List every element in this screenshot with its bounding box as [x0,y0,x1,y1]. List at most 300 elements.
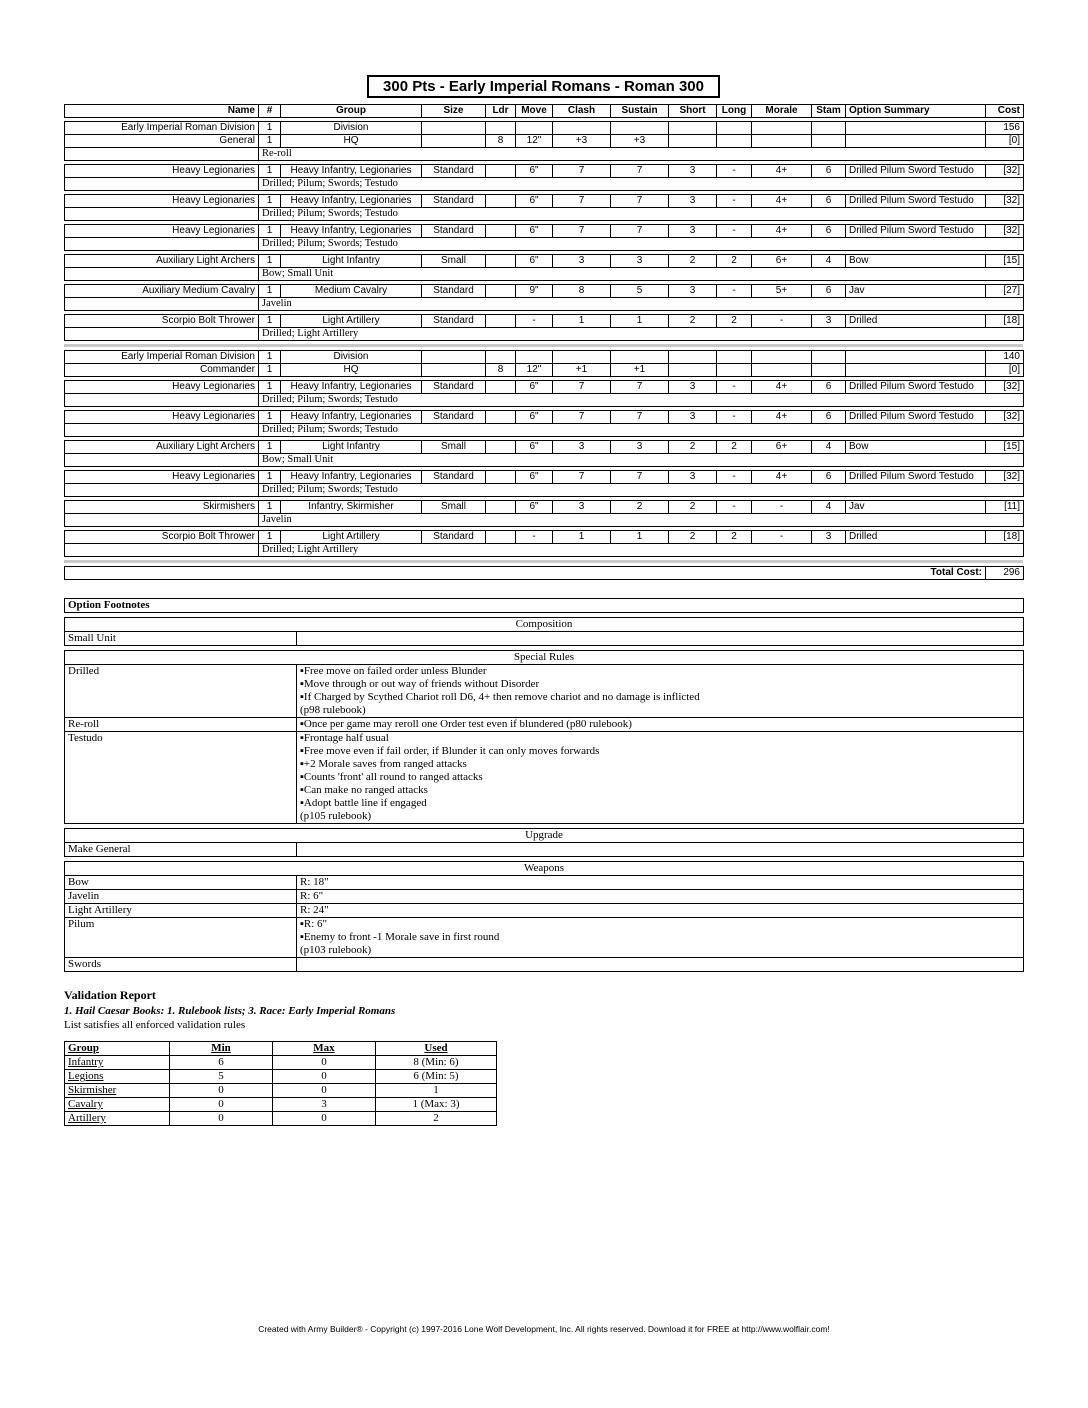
unit-short [669,122,717,135]
bullet-icon: ▪ [300,718,304,730]
unit-sustain: 3 [611,441,669,454]
unit-row [65,501,1024,514]
unit-short: 2 [669,531,717,544]
unit-options-row [65,238,1024,251]
unit-option-summary: Drilled Pilum Sword Testudo [846,225,986,238]
unit-long [717,351,752,364]
unit-long: - [717,381,752,394]
unit-group-table [64,314,1024,341]
unit-ldr [486,315,516,328]
unit-options-spacer [65,394,259,407]
unit-options-row [65,454,1024,467]
unit-options-note: Javelin [259,298,1024,311]
unit-name: General [65,135,259,148]
footnote-line [300,678,1020,691]
validation-cell: Infantry [65,1056,170,1070]
unit-ldr: 8 [486,364,516,377]
unit-group-table [64,350,1024,377]
footnote-text [297,732,1024,824]
unit-short: 3 [669,285,717,298]
footnote-line [300,745,1020,758]
unit-clash: 7 [553,195,611,208]
unit-option-summary: Jav [846,285,986,298]
unit-stam: 6 [812,471,846,484]
footnote-line [300,944,1020,957]
roster-col-header: Short [669,105,717,118]
unit-stam [812,122,846,135]
unit-name: Skirmishers [65,501,259,514]
unit-option-summary: Jav [846,501,986,514]
page-content [64,0,1023,1126]
unit-group-table [64,500,1024,527]
unit-group-table [64,470,1024,497]
unit-option-summary: Drilled [846,315,986,328]
unit-options-row [65,148,1024,161]
unit-options-row [65,484,1024,497]
roster-col-header: Option Summary [846,105,986,118]
unit-stam [812,364,846,377]
option-footnotes-section [64,598,1023,972]
footnote-line-text: R: 6" [303,918,328,930]
unit-cost: [0] [986,135,1024,148]
unit-row [65,315,1024,328]
unit-long [717,135,752,148]
footnote-section-header-row [65,829,1024,843]
option-footnotes-bar [64,598,1024,613]
unit-options-note: Bow; Small Unit [259,268,1024,281]
unit-morale: 5+ [752,285,812,298]
unit-sustain: 3 [611,255,669,268]
bullet-icon: ▪ [300,745,304,757]
unit-short [669,135,717,148]
bullet-icon: ▪ [300,771,304,783]
unit-sustain: 7 [611,471,669,484]
unit-size: Small [422,255,486,268]
unit-move: 6" [516,471,553,484]
unit-group: Infantry, Skirmisher [281,501,422,514]
unit-clash: 1 [553,315,611,328]
unit-options-spacer [65,454,259,467]
unit-qty: 1 [259,225,281,238]
unit-stam: 6 [812,195,846,208]
unit-group: HQ [281,135,422,148]
roster-col-header: Group [281,105,422,118]
total-cost-label: Total Cost: [65,567,986,580]
unit-move: - [516,315,553,328]
unit-option-summary: Drilled Pilum Sword Testudo [846,195,986,208]
unit-row [65,285,1024,298]
validation-report-section [64,988,1023,1126]
footnote-section-title: Upgrade [65,829,1024,843]
unit-size: Standard [422,411,486,424]
unit-long: 2 [717,441,752,454]
validation-col-header: Max [273,1042,376,1056]
unit-name: Heavy Legionaries [65,165,259,178]
unit-long: 2 [717,531,752,544]
footnote-label: Re-roll [65,718,297,732]
unit-options-row [65,298,1024,311]
unit-long: - [717,471,752,484]
unit-row [65,165,1024,178]
validation-cell: 6 (Min: 5) [376,1070,497,1084]
unit-move: 6" [516,255,553,268]
unit-size: Standard [422,195,486,208]
unit-clash: 1 [553,531,611,544]
unit-ldr: 8 [486,135,516,148]
unit-cost: [32] [986,165,1024,178]
roster-col-header: Sustain [611,105,669,118]
footnote-line-text: R: 6" [300,890,324,902]
footnote-label: Light Artillery [65,904,297,918]
total-cost-row [65,567,1024,580]
unit-stam: 6 [812,165,846,178]
unit-options-note: Drilled; Pilum; Swords; Testudo [259,178,1024,191]
unit-sustain: 7 [611,165,669,178]
validation-cell: 0 [273,1084,376,1098]
unit-qty: 1 [259,411,281,424]
unit-sustain: +1 [611,364,669,377]
footnote-section-title: Special Rules [65,651,1024,665]
validation-row [65,1056,497,1070]
footnote-line-text: R: 24" [300,904,329,916]
unit-long: 2 [717,315,752,328]
unit-options-spacer [65,178,259,191]
unit-cost: [32] [986,225,1024,238]
bullet-icon: ▪ [300,758,304,770]
roster-col-header: Ldr [486,105,516,118]
validation-cell: 6 [170,1056,273,1070]
unit-size: Standard [422,531,486,544]
unit-group-table [64,194,1024,221]
footnote-row [65,718,1024,732]
unit-move: 12" [516,135,553,148]
unit-short: 3 [669,381,717,394]
unit-short: 3 [669,225,717,238]
unit-qty: 1 [259,255,281,268]
unit-ldr [486,195,516,208]
validation-row [65,1070,497,1084]
bullet-icon: ▪ [300,691,304,703]
footnote-row [65,632,1024,646]
unit-clash: 7 [553,411,611,424]
unit-option-summary: Drilled Pilum Sword Testudo [846,381,986,394]
unit-options-spacer [65,514,259,527]
bullet-icon: ▪ [300,931,304,943]
unit-stam: 6 [812,381,846,394]
validation-cell: 0 [273,1112,376,1126]
unit-stam: 6 [812,285,846,298]
unit-group-table [64,224,1024,251]
unit-ldr [486,122,516,135]
footnote-section-table [64,617,1024,646]
unit-options-note: Drilled; Pilum; Swords; Testudo [259,394,1024,407]
unit-qty: 1 [259,381,281,394]
footnote-line-text: Once per game may reroll one Order test even if blundered (p80 rulebook) [303,718,632,730]
footnote-line [300,691,1020,704]
footnote-line-text: Free move even if fail order, if Blunder it can only moves forwards [303,745,600,757]
unit-group-table [64,530,1024,557]
footnote-section-table [64,650,1024,824]
unit-cost: 140 [986,351,1024,364]
unit-group-table [64,284,1024,311]
unit-sustain: 7 [611,381,669,394]
unit-size [422,351,486,364]
total-cost-table [64,566,1024,580]
footnote-line-text: Frontage half usual [303,732,389,744]
unit-options-note: Drilled; Light Artillery [259,328,1024,341]
unit-long: - [717,195,752,208]
unit-clash [553,351,611,364]
unit-short: 2 [669,441,717,454]
unit-option-summary: Drilled Pilum Sword Testudo [846,471,986,484]
unit-group: Heavy Infantry, Legionaries [281,165,422,178]
unit-group-table [64,164,1024,191]
unit-morale: 4+ [752,225,812,238]
footnote-text [297,718,1024,732]
footnote-text [297,958,1024,972]
footnote-row [65,918,1024,958]
footnote-row [65,890,1024,904]
footnotes-bar-row [65,599,1024,613]
unit-name: Scorpio Bolt Thrower [65,531,259,544]
unit-options-note: Drilled; Light Artillery [259,544,1024,557]
unit-cost: [32] [986,471,1024,484]
unit-option-summary [846,135,986,148]
unit-morale: 4+ [752,381,812,394]
unit-name: Commander [65,364,259,377]
unit-clash: 3 [553,501,611,514]
roster-header-row [65,105,1024,118]
footnote-line-text: Free move on failed order unless Blunder [303,665,487,677]
validation-cell: Skirmisher [65,1084,170,1098]
footnote-text [297,918,1024,958]
validation-cell: Cavalry [65,1098,170,1112]
unit-stam: 3 [812,315,846,328]
unit-short: 2 [669,315,717,328]
unit-row [65,441,1024,454]
unit-move: - [516,531,553,544]
unit-options-note: Drilled; Pilum; Swords; Testudo [259,208,1024,221]
footnote-section-header-row [65,618,1024,632]
unit-group: Heavy Infantry, Legionaries [281,195,422,208]
unit-morale: - [752,531,812,544]
unit-group: Light Infantry [281,441,422,454]
unit-qty: 1 [259,315,281,328]
unit-clash: 7 [553,471,611,484]
validation-cell: Artillery [65,1112,170,1126]
unit-ldr [486,285,516,298]
footnote-line [300,732,1020,745]
unit-options-row [65,208,1024,221]
footnote-line [300,876,1020,889]
bullet-icon: ▪ [300,918,304,930]
bullet-icon: ▪ [300,797,304,809]
total-separator [64,560,1023,563]
unit-short: 3 [669,411,717,424]
roster-header-table [64,104,1024,118]
unit-option-summary: Bow [846,441,986,454]
unit-clash: +1 [553,364,611,377]
validation-table-container [64,1041,496,1126]
roster-col-header: # [259,105,281,118]
validation-cell: 2 [376,1112,497,1126]
unit-cost: [32] [986,411,1024,424]
unit-group: Medium Cavalry [281,285,422,298]
unit-ldr [486,411,516,424]
unit-group: Division [281,351,422,364]
footnote-section-table [64,828,1024,857]
bullet-icon: ▪ [300,665,304,677]
unit-name: Early Imperial Roman Division [65,122,259,135]
unit-stam: 3 [812,531,846,544]
unit-size [422,364,486,377]
footnote-line-text: (p98 rulebook) [300,704,366,716]
validation-status-line: List satisfies all enforced validation rules [64,1019,246,1031]
unit-group: Heavy Infantry, Legionaries [281,381,422,394]
footnote-line-text: Move through or out way of friends without Disorder [303,678,540,690]
unit-name: Auxiliary Light Archers [65,441,259,454]
unit-move: 6" [516,411,553,424]
footnote-section-header-row [65,651,1024,665]
unit-option-summary: Drilled Pilum Sword Testudo [846,411,986,424]
footnote-line-text: Counts 'front' all round to ranged attacks [303,771,483,783]
unit-stam: 4 [812,441,846,454]
footnote-line [300,918,1020,931]
unit-short: 3 [669,471,717,484]
unit-sustain: 1 [611,315,669,328]
unit-option-summary [846,364,986,377]
unit-options-row [65,178,1024,191]
footnote-row [65,665,1024,718]
unit-options-row [65,394,1024,407]
unit-group: Heavy Infantry, Legionaries [281,225,422,238]
unit-short: 3 [669,195,717,208]
validation-row [65,1112,497,1126]
unit-group: Division [281,122,422,135]
unit-sustain: 5 [611,285,669,298]
unit-row [65,364,1024,377]
unit-morale: - [752,315,812,328]
validation-col-header: Used [376,1042,497,1056]
unit-group-table [64,440,1024,467]
unit-long: - [717,285,752,298]
unit-group: Heavy Infantry, Legionaries [281,411,422,424]
unit-clash: 7 [553,225,611,238]
unit-row [65,531,1024,544]
validation-cell: 0 [273,1056,376,1070]
unit-move [516,351,553,364]
footnote-line [300,758,1020,771]
footnote-text [297,876,1024,890]
unit-cost: [15] [986,255,1024,268]
option-footnotes-title: Option Footnotes [65,599,1024,613]
validation-cell: 0 [170,1112,273,1126]
footnote-text [297,632,1024,646]
roster-col-header: Move [516,105,553,118]
unit-options-spacer [65,424,259,437]
footnote-label: Small Unit [65,632,297,646]
unit-cost: [15] [986,441,1024,454]
unit-name: Heavy Legionaries [65,411,259,424]
unit-move [516,122,553,135]
footnote-line-text: Can make no ranged attacks [303,784,428,796]
unit-morale: 6+ [752,255,812,268]
unit-morale: - [752,501,812,514]
unit-group-table [64,380,1024,407]
unit-clash: 3 [553,441,611,454]
unit-ldr [486,165,516,178]
footnote-row [65,732,1024,824]
unit-size: Standard [422,315,486,328]
bullet-icon: ▪ [300,732,304,744]
footnote-section-title: Composition [65,618,1024,632]
unit-clash: +3 [553,135,611,148]
unit-sustain [611,122,669,135]
roster-section [64,104,1023,580]
footnote-label: Testudo [65,732,297,824]
unit-stam: 6 [812,411,846,424]
unit-cost: [32] [986,381,1024,394]
unit-move: 9" [516,285,553,298]
unit-long [717,364,752,377]
unit-qty: 1 [259,441,281,454]
unit-clash: 3 [553,255,611,268]
unit-qty: 1 [259,285,281,298]
unit-cost: [18] [986,315,1024,328]
unit-size: Small [422,501,486,514]
unit-group-table [64,254,1024,281]
unit-options-spacer [65,238,259,251]
unit-group-table [64,410,1024,437]
unit-options-row [65,268,1024,281]
footnote-label: Javelin [65,890,297,904]
footnote-line [300,704,1020,717]
validation-cell: 8 (Min: 6) [376,1056,497,1070]
footnote-section-header-row [65,862,1024,876]
unit-stam: 6 [812,225,846,238]
unit-options-note: Drilled; Pilum; Swords; Testudo [259,238,1024,251]
unit-clash: 8 [553,285,611,298]
unit-cost: [27] [986,285,1024,298]
footnote-line [300,797,1020,810]
unit-move: 12" [516,364,553,377]
unit-size: Standard [422,285,486,298]
validation-books-line: 1. Hail Caesar Books: 1. Rulebook lists; 3. Race: Early Imperial Romans [64,1005,396,1017]
unit-sustain: 2 [611,501,669,514]
footnote-line [300,718,1020,731]
unit-options-spacer [65,208,259,221]
unit-qty: 1 [259,122,281,135]
unit-qty: 1 [259,501,281,514]
unit-size: Standard [422,471,486,484]
footnote-row [65,958,1024,972]
validation-cell: 0 [273,1070,376,1084]
unit-qty: 1 [259,165,281,178]
unit-size [422,122,486,135]
unit-stam: 4 [812,501,846,514]
unit-group: Light Artillery [281,531,422,544]
footnote-label: Swords [65,958,297,972]
footnote-row [65,876,1024,890]
unit-sustain: +3 [611,135,669,148]
footnote-line-text: If Charged by Scythed Chariot roll D6, 4+ then remove chariot and no damage is inflicted [303,691,700,703]
unit-sustain [611,351,669,364]
validation-cell: 3 [273,1098,376,1112]
unit-morale: 6+ [752,441,812,454]
unit-option-summary: Drilled [846,531,986,544]
unit-long: 2 [717,255,752,268]
footnote-line [300,771,1020,784]
